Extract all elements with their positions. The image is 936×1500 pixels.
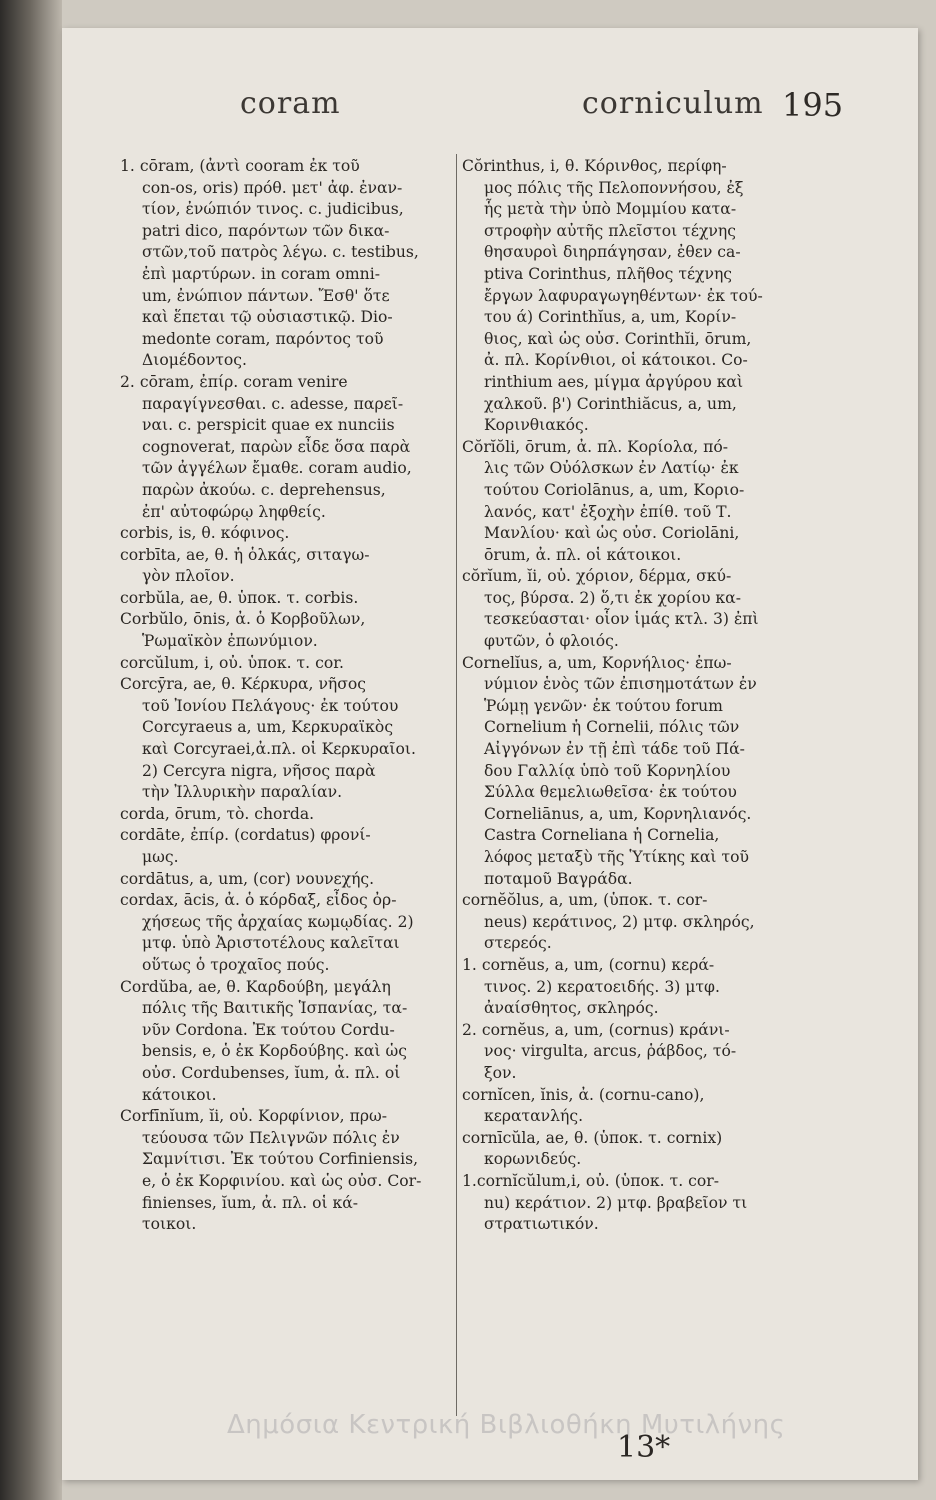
entry-line: Αἰγγόνων ἐν τῇ ἐπὶ τάδε τοῦ Πά-	[484, 740, 745, 759]
dictionary-entry	[120, 1106, 458, 1236]
dictionary-entry	[462, 653, 800, 891]
entry-line: 1. cornĕus, a, um, (cornu) κερά-	[462, 955, 715, 974]
entry-line: τοῦ Ἰονίου Πελάγους· ἐκ τούτου	[142, 696, 399, 715]
entry-line: finienses, ĭum, ἀ. πλ. οἱ κά-	[142, 1193, 359, 1212]
entry-line: στρατιωτικόν.	[484, 1215, 599, 1234]
entry-line: rinthium aes, μίγμα ἀργύρου καὶ	[484, 372, 744, 391]
entry-line: οὕτως ὁ τροχαῖος πούς.	[142, 955, 330, 974]
entry-line: καὶ ἕπεται τῷ οὐσιαστικῷ. Dio-	[142, 308, 393, 327]
entry-line: corbis, is, θ. κόφινος.	[120, 524, 290, 543]
dictionary-entry	[120, 588, 458, 610]
entry-line: κάτοικοι.	[142, 1085, 217, 1104]
entry-line: Cornelium ἡ Cornelii, πόλις τῶν	[484, 718, 740, 737]
entry-line: λανός, κατ' ἐξοχὴν ἐπίθ. τοῦ Τ.	[484, 502, 732, 521]
entry-line: cordātus, a, um, (cor) νουνεχής.	[120, 869, 375, 888]
entry-line: Σύλλα θεμελιωθεῖσα· ἐκ τούτου	[484, 783, 737, 802]
header-left-guide-word: coram	[240, 86, 341, 121]
dictionary-entry	[120, 372, 458, 523]
entry-line: οὐσ. Cordubenses, ĭum, ἀ. πλ. οἱ	[142, 1063, 401, 1082]
entry-line: λις τῶν Οὐόλσκων ἐν Λατίῳ· ἐκ	[484, 459, 739, 478]
right-column	[462, 156, 800, 1416]
entry-line: patri dico, παρόντων τῶν δικα-	[142, 221, 390, 240]
entry-line: στροφὴν αὐτῆς πλεῖστοι τέχνης	[484, 221, 736, 240]
dictionary-entry	[120, 674, 458, 804]
entry-line: bensis, e, ὁ ἐκ Κορδούβης. καὶ ὡς	[142, 1042, 407, 1061]
entry-line: πόλις τῆς Βαιτικῆς Ἱσπανίας, τα-	[142, 999, 408, 1018]
entry-line: e, ὁ ἐκ Κορφινίου. καὶ ὡς οὐσ. Cor-	[142, 1171, 422, 1190]
entry-line: 1. cōram, (ἀντὶ cooram ἐκ τοῦ	[120, 157, 360, 175]
entry-line: con-os, oris) πρόθ. μετ' ἀφ. ἐναν-	[142, 178, 403, 197]
entry-line: τεύουσα τῶν Πελιγνῶν πόλις ἐν	[142, 1128, 400, 1147]
dictionary-entry	[462, 1085, 800, 1128]
entry-line: ναι. c. perspicit quae ex nunciis	[142, 416, 395, 435]
library-watermark: Δημόσια Κεντρική Βιβλιοθήκη Μυτιλήνης	[227, 1410, 786, 1440]
entry-line: Cŏrinthus, i, θ. Κόρινθος, περίφη-	[462, 157, 727, 175]
entry-line: Ῥώμῃ γενῶν· ἐκ τούτου forum	[484, 696, 723, 715]
entry-line: cornĭcen, ĭnis, ἀ. (cornu-cano),	[462, 1085, 705, 1104]
entry-line: corda, ōrum, τὸ. chorda.	[120, 804, 315, 823]
entry-line: δου Γαλλίᾳ ὑπὸ τοῦ Κορνηλίου	[484, 761, 731, 780]
entry-line: cordax, ācis, ἀ. ὁ κόρδαξ, εἶδος ὀρ-	[120, 891, 397, 910]
entry-line: τίον, ἐνώπιόν τινος. c. judicibus,	[142, 200, 404, 219]
entry-line: καὶ Corcyraei,ἀ.πλ. οἱ Κερκυραῖοι.	[142, 740, 416, 759]
entry-line: νῦν Cordona. Ἐκ τούτου Cordu-	[142, 1020, 395, 1039]
running-header	[62, 86, 918, 136]
dictionary-entry	[120, 825, 458, 868]
entry-line: Corcyraeus a, um, Κερκυραϊκὸς	[142, 718, 394, 737]
entry-line: τος, βύρσα. 2) ὅ,τι ἐκ χορίου κα-	[484, 588, 741, 607]
entry-line: λόφος μεταξὺ τῆς Ὑτίκης καὶ τοῦ	[484, 848, 749, 866]
dictionary-entry	[462, 890, 800, 955]
entry-line: στῶν,τοῦ πατρὸς λέγω. c. testibus,	[142, 243, 419, 262]
entry-line: medonte coram, παρόντος τοῦ	[142, 329, 384, 348]
entry-line: 2. cornĕus, a, um, (cornus) κράνι-	[462, 1020, 730, 1039]
entry-line: τῶν ἀγγέλων ἔμαθε. coram audio,	[142, 459, 412, 478]
entry-line: cŏrĭum, ĭi, οὐ. χόριον, δέρμα, σκύ-	[462, 567, 732, 586]
book-spine-shadow	[0, 0, 62, 1500]
entry-line: κορωνιδεύς.	[484, 1150, 582, 1169]
dictionary-entry	[120, 977, 458, 1107]
entry-line: παραγίγνεσθαι. c. adesse, παρεῖ-	[142, 394, 404, 413]
dictionary-entry	[462, 566, 800, 652]
dictionary-entry	[462, 1020, 800, 1085]
dictionary-entry	[120, 156, 458, 372]
entry-line: neus) κεράτινος, 2) μτφ. σκληρός,	[484, 912, 755, 931]
entry-line: Corcȳra, ae, θ. Κέρκυρα, νῆσος	[120, 675, 367, 694]
entry-line: τούτου Coriolānus, a, um, Κοριο-	[484, 480, 745, 499]
entry-line: παρὼν ἀκούω. c. deprehensus,	[142, 480, 386, 499]
entry-line: φυτῶν, ὁ φλοιός.	[484, 632, 619, 651]
entry-line: Μανλίου· καὶ ὡς οὐσ. Coriolāni,	[484, 524, 740, 543]
entry-line: ἀναίσθητος, σκληρός.	[484, 999, 659, 1018]
entry-line: ōrum, ἀ. πλ. οἱ κάτοικοι.	[484, 545, 682, 564]
entry-line: corbŭla, ae, θ. ὑποκ. τ. corbis.	[120, 588, 359, 607]
dictionary-page	[62, 28, 918, 1480]
dictionary-entry	[120, 890, 458, 976]
entry-line: 2) Cercyra nigra, νῆσος παρὰ	[142, 761, 376, 780]
entry-line: στερεός.	[484, 934, 552, 953]
entry-line: γὸν πλοῖον.	[142, 567, 235, 586]
entry-line: τοικοι.	[142, 1215, 197, 1234]
entry-line: χαλκοῦ. β') Corinthiăcus, a, um,	[484, 394, 737, 413]
dictionary-entry	[120, 609, 458, 652]
dictionary-entry	[120, 804, 458, 826]
entry-line: μως.	[142, 848, 179, 866]
entry-line: κερατανλής.	[484, 1107, 584, 1126]
entry-line: Corbŭlo, ōnis, ἀ. ὁ Κορβοῦλων,	[120, 610, 366, 629]
entry-line: Castra Corneliana ἡ Cornelia,	[484, 826, 720, 845]
entry-line: τεσκεύασται· οἷον ἱμάς κτλ. 3) ἐπὶ	[484, 610, 759, 629]
entry-line: cornīcŭla, ae, θ. (ὑποκ. τ. cornix)	[462, 1128, 723, 1147]
dictionary-entry	[462, 1128, 800, 1171]
entry-line: Corneliānus, a, um, Κορνηλιανός.	[484, 804, 752, 823]
column-divider	[456, 154, 457, 1416]
entry-line: corcŭlum, i, οὐ. ὑποκ. τ. cor.	[120, 653, 344, 672]
entry-line: ptiva Corinthus, πλῆθος τέχνης	[484, 264, 733, 283]
entry-line: θιος, καὶ ὡς οὐσ. Corinthĭi, ōrum,	[484, 329, 752, 348]
entry-line: corbīta, ae, θ. ἡ ὁλκάς, σιταγω-	[120, 545, 370, 564]
entry-line: cognoverat, παρὼν εἶδε ὅσα παρὰ	[142, 437, 411, 456]
entry-line: μτφ. ὑπὸ Ἀριστοτέλους καλεῖται	[142, 934, 400, 953]
dictionary-entry	[120, 523, 458, 545]
header-right-guide-word: corniculum	[582, 86, 764, 121]
entry-line: θησαυροὶ διηρπάγησαν, ἐθεν ca-	[484, 243, 741, 262]
entry-line: ἐπὶ μαρτύρων. in coram omni-	[142, 264, 380, 283]
entry-line: Cordŭba, ae, θ. Καρδούβη, μεγάλη	[120, 977, 391, 996]
entry-line: cornĕŏlus, a, um, (ὑποκ. τ. cor-	[462, 891, 708, 910]
entry-line: νος· virgulta, arcus, ῥάβδος, τό-	[484, 1042, 737, 1061]
dictionary-entry	[120, 545, 458, 588]
entry-line: του ά) Corinthĭus, a, um, Κορίν-	[484, 308, 737, 327]
entry-line: nu) κεράτιον. 2) μτφ. βραβεῖον τι	[484, 1193, 748, 1212]
page-number: 195	[782, 86, 844, 124]
entry-line: um, ἐνώπιον πάντων. Ἔσθ' ὅτε	[142, 286, 390, 305]
entry-line: 1.cornĭcŭlum,i, οὐ. (ὑποκ. τ. cor-	[462, 1171, 719, 1190]
entry-line: Ῥωμαϊκὸν ἐπωνύμιον.	[142, 632, 318, 651]
entry-line: ποταμοῦ Βαγράδα.	[484, 869, 633, 888]
entry-line: ἐπ' αὐτοφώρῳ ληφθείς.	[142, 502, 326, 521]
dictionary-entry	[120, 653, 458, 675]
left-column	[120, 156, 458, 1416]
entry-line: νύμιον ἑνὸς τῶν ἐπισημοτάτων ἐν	[484, 675, 757, 694]
entry-line: τινος. 2) κερατοειδής. 3) μτφ.	[484, 977, 720, 996]
entry-line: ξον.	[484, 1063, 517, 1082]
entry-line: Σαμνίτισι. Ἐκ τούτου Corfiniensis,	[142, 1150, 419, 1169]
entry-line: τὴν Ἰλλυρικὴν παραλίαν.	[142, 783, 343, 802]
entry-line: Cŏrĭŏli, ōrum, ἀ. πλ. Κορίολα, πό-	[462, 437, 729, 456]
entry-line: Κορινθιακός.	[484, 416, 589, 435]
dictionary-entry	[462, 955, 800, 1020]
entry-line: cordāte, ἐπίρ. (cordatus) φρονί-	[120, 826, 371, 845]
dictionary-entry	[120, 869, 458, 891]
entry-line: Corfīnĭum, ĭi, οὐ. Κορφίνιον, πρω-	[120, 1107, 387, 1126]
entry-line: ἔργων λαφυραγωγηθέντων· ἐκ τού-	[484, 286, 763, 305]
entry-line: ἧς μετὰ τὴν ὑπὸ Μομμίου κατα-	[484, 200, 737, 219]
dictionary-entry	[462, 1171, 800, 1236]
signature-mark: 13*	[617, 1430, 671, 1465]
entry-line: 2. cōram, ἐπίρ. coram venire	[120, 372, 348, 391]
entry-line: χήσεως τῆς ἀρχαίας κωμῳδίας. 2)	[142, 912, 414, 931]
entry-line: Cornelĭus, a, um, Κορνήλιος· ἐπω-	[462, 653, 732, 672]
entry-line: ἀ. πλ. Κορίνθιοι, οἱ κάτοικοι. Co-	[484, 351, 748, 370]
entry-line: μος πόλις τῆς Πελοποννήσου, ἐξ	[484, 178, 744, 197]
dictionary-entry	[462, 156, 800, 437]
entry-line: Διομέδοντος.	[142, 351, 247, 370]
dictionary-entry	[462, 437, 800, 567]
